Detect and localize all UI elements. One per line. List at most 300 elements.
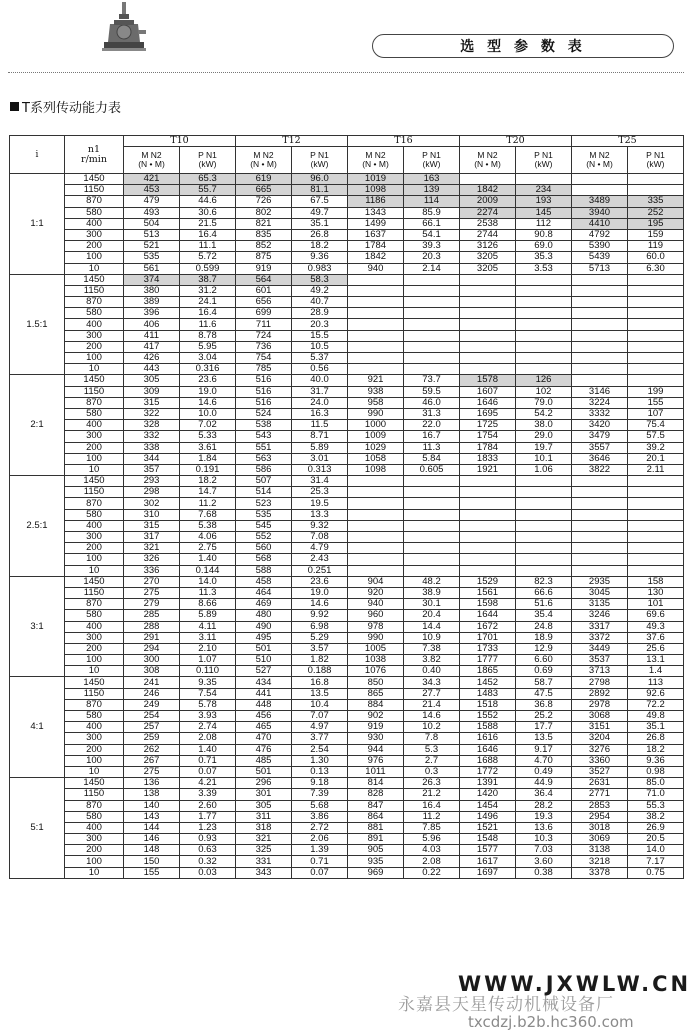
value-cell: 16.7 (404, 431, 460, 442)
value-cell: 10.2 (404, 722, 460, 733)
value-cell (404, 543, 460, 554)
speed-cell: 400 (65, 621, 124, 632)
value-cell (516, 565, 572, 576)
value-cell: 25.2 (516, 711, 572, 722)
ratio-cell: 5:1 (10, 778, 65, 879)
value-cell: 25.3 (292, 487, 348, 498)
value-cell: 0.3 (404, 766, 460, 777)
value-cell: 5.68 (292, 800, 348, 811)
value-cell: 0.605 (404, 464, 460, 475)
value-cell: 543 (236, 431, 292, 442)
value-cell (460, 274, 516, 285)
value-cell: 1561 (460, 587, 516, 598)
value-cell: 3.04 (180, 353, 236, 364)
value-cell: 7.39 (292, 789, 348, 800)
header-title-box (372, 34, 674, 58)
value-cell: 2978 (572, 699, 628, 710)
value-cell: 101 (628, 599, 684, 610)
value-cell: 21.2 (404, 789, 460, 800)
speed-cell: 100 (65, 755, 124, 766)
value-cell: 501 (236, 766, 292, 777)
value-cell: 146 (124, 834, 180, 845)
value-cell: 1011 (348, 766, 404, 777)
value-cell: 1343 (348, 207, 404, 218)
value-cell: 9.35 (180, 677, 236, 688)
value-cell: 919 (236, 263, 292, 274)
table-row (10, 498, 684, 509)
value-cell: 2.06 (292, 834, 348, 845)
value-cell: 10.4 (292, 699, 348, 710)
value-cell: 976 (348, 755, 404, 766)
speed-cell: 1150 (65, 587, 124, 598)
value-cell: 396 (124, 308, 180, 319)
value-cell: 26.9 (628, 822, 684, 833)
value-cell: 3.39 (180, 789, 236, 800)
value-cell: 1921 (460, 464, 516, 475)
speed-cell: 400 (65, 722, 124, 733)
value-cell: 821 (236, 218, 292, 229)
value-cell (628, 341, 684, 352)
value-cell (404, 308, 460, 319)
value-cell: 3246 (572, 610, 628, 621)
value-cell: 326 (124, 554, 180, 565)
table-row (10, 699, 684, 710)
value-cell: 479 (124, 196, 180, 207)
value-cell: 884 (348, 699, 404, 710)
speed-cell: 10 (65, 666, 124, 677)
value-cell: 59.5 (404, 386, 460, 397)
value-cell: 275 (124, 587, 180, 598)
table-row (10, 755, 684, 766)
value-cell: 3045 (572, 587, 628, 598)
value-cell (460, 297, 516, 308)
value-cell: 510 (236, 655, 292, 666)
value-cell (628, 520, 684, 531)
value-cell: 1454 (460, 800, 516, 811)
value-cell: 724 (236, 330, 292, 341)
value-cell (348, 543, 404, 554)
value-cell: 0.03 (180, 867, 236, 878)
value-cell: 1695 (460, 408, 516, 419)
value-cell: 344 (124, 453, 180, 464)
value-cell: 389 (124, 297, 180, 308)
value-cell: 285 (124, 610, 180, 621)
value-cell: 3557 (572, 442, 628, 453)
value-cell: 148 (124, 845, 180, 856)
value-cell: 309 (124, 386, 180, 397)
value-cell: 0.22 (404, 867, 460, 878)
value-cell: 3218 (572, 856, 628, 867)
speed-cell: 1150 (65, 487, 124, 498)
value-cell: 72.2 (628, 699, 684, 710)
speed-cell: 580 (65, 610, 124, 621)
speed-cell: 400 (65, 319, 124, 330)
speed-cell: 1450 (65, 576, 124, 587)
value-cell: 864 (348, 811, 404, 822)
subheader-unit: (kW) (310, 159, 329, 169)
value-cell (572, 554, 628, 565)
speed-cell: 10 (65, 867, 124, 878)
value-cell: 10.9 (404, 632, 460, 643)
value-cell: 921 (348, 375, 404, 386)
value-cell: 411 (124, 330, 180, 341)
value-cell: 19.3 (516, 811, 572, 822)
value-cell: 82.3 (516, 576, 572, 587)
value-cell: 130 (628, 587, 684, 598)
value-cell: 9.18 (292, 778, 348, 789)
value-cell: 1483 (460, 688, 516, 699)
value-cell: 1499 (348, 218, 404, 229)
value-cell: 13.5 (516, 733, 572, 744)
speed-cell: 10 (65, 364, 124, 375)
value-cell: 0.110 (180, 666, 236, 677)
value-cell (516, 330, 572, 341)
value-cell: 6.60 (516, 655, 572, 666)
value-cell: 3378 (572, 867, 628, 878)
table-row (10, 800, 684, 811)
speed-cell: 300 (65, 532, 124, 543)
value-cell: 0.98 (628, 766, 684, 777)
subheader-unit: (N • M) (474, 159, 501, 169)
value-cell (572, 565, 628, 576)
value-cell: 2.08 (404, 856, 460, 867)
value-cell: 24.1 (180, 297, 236, 308)
table-row (10, 576, 684, 587)
value-cell: 3224 (572, 397, 628, 408)
value-cell: 0.49 (516, 766, 572, 777)
speed-cell: 870 (65, 599, 124, 610)
value-cell: 495 (236, 632, 292, 643)
value-cell: 1.23 (180, 822, 236, 833)
speed-cell: 10 (65, 464, 124, 475)
value-cell: 3822 (572, 464, 628, 475)
value-cell: 1617 (460, 856, 516, 867)
value-cell: 3.61 (180, 442, 236, 453)
value-cell: 2892 (572, 688, 628, 699)
value-cell: 44.9 (516, 778, 572, 789)
table-row (10, 330, 684, 341)
value-cell: 944 (348, 744, 404, 755)
value-cell: 22.0 (404, 420, 460, 431)
value-cell (628, 308, 684, 319)
value-cell (572, 476, 628, 487)
value-cell: 328 (124, 420, 180, 431)
value-cell: 1646 (460, 744, 516, 755)
value-cell: 485 (236, 755, 292, 766)
value-cell: 552 (236, 532, 292, 543)
header-title: 选 型 参 数 表 (460, 39, 586, 55)
speed-cell: 580 (65, 711, 124, 722)
col-header-input-speed (65, 136, 124, 174)
value-cell: 940 (348, 599, 404, 610)
value-cell: 1784 (348, 241, 404, 252)
value-cell (628, 509, 684, 520)
table-row (10, 274, 684, 285)
value-cell: 3479 (572, 431, 628, 442)
value-cell (628, 174, 684, 185)
speed-cell: 200 (65, 341, 124, 352)
value-cell: 469 (236, 599, 292, 610)
value-cell: 21.4 (404, 699, 460, 710)
value-cell (516, 543, 572, 554)
value-cell: 3449 (572, 643, 628, 654)
speed-cell: 870 (65, 297, 124, 308)
value-cell: 18.2 (292, 241, 348, 252)
value-cell: 3317 (572, 621, 628, 632)
value-cell: 3646 (572, 453, 628, 464)
speed-cell: 580 (65, 408, 124, 419)
table-row (10, 554, 684, 565)
value-cell: 16.3 (292, 408, 348, 419)
speed-cell: 580 (65, 207, 124, 218)
speed-cell: 1450 (65, 778, 124, 789)
value-cell: 847 (348, 800, 404, 811)
value-cell (404, 341, 460, 352)
value-cell: 35.1 (292, 218, 348, 229)
value-cell: 1496 (460, 811, 516, 822)
value-cell: 34.3 (404, 677, 460, 688)
value-cell: 35.4 (516, 610, 572, 621)
model-header: T12 (236, 136, 348, 147)
value-cell: 3420 (572, 420, 628, 431)
value-cell: 19.7 (516, 442, 572, 453)
value-cell: 7.17 (628, 856, 684, 867)
value-cell (572, 308, 628, 319)
value-cell: 241 (124, 677, 180, 688)
value-cell: 535 (124, 252, 180, 263)
value-cell: 298 (124, 487, 180, 498)
value-cell: 0.07 (292, 867, 348, 878)
table-row (10, 711, 684, 722)
value-cell: 1688 (460, 755, 516, 766)
footer-url: txcdzj.b2b.hc360.com (468, 1013, 634, 1031)
value-cell: 5.29 (292, 632, 348, 643)
value-cell: 31.3 (404, 408, 460, 419)
value-cell (628, 319, 684, 330)
value-cell: 55.3 (628, 800, 684, 811)
value-cell: 1000 (348, 420, 404, 431)
value-cell: 257 (124, 722, 180, 733)
value-cell: 1.84 (180, 453, 236, 464)
value-cell: 4.79 (292, 543, 348, 554)
speed-cell: 1450 (65, 375, 124, 386)
value-cell: 46.0 (404, 397, 460, 408)
value-cell: 0.71 (292, 856, 348, 867)
value-cell (628, 274, 684, 285)
value-cell (460, 285, 516, 296)
value-cell: 11.2 (404, 811, 460, 822)
header-row-models (10, 136, 684, 147)
value-cell: 4.06 (180, 532, 236, 543)
value-cell (348, 565, 404, 576)
value-cell (404, 487, 460, 498)
ratio-cell: 1:1 (10, 174, 65, 275)
value-cell (460, 498, 516, 509)
speed-cell: 1150 (65, 386, 124, 397)
value-cell: 11.1 (180, 241, 236, 252)
value-cell: 4.03 (404, 845, 460, 856)
value-cell: 12.9 (516, 643, 572, 654)
value-cell (572, 375, 628, 386)
value-cell: 1588 (460, 722, 516, 733)
value-cell: 0.63 (180, 845, 236, 856)
table-row (10, 543, 684, 554)
value-cell: 144 (124, 822, 180, 833)
value-cell: 516 (236, 397, 292, 408)
value-cell: 38.0 (516, 420, 572, 431)
value-cell: 2274 (460, 207, 516, 218)
value-cell: 11.3 (180, 587, 236, 598)
value-cell: 1548 (460, 834, 516, 845)
value-cell: 1420 (460, 789, 516, 800)
value-cell: 4.97 (292, 722, 348, 733)
value-cell: 563 (236, 453, 292, 464)
value-cell: 564 (236, 274, 292, 285)
value-cell: 275 (124, 766, 180, 777)
value-cell (628, 532, 684, 543)
speed-cell: 870 (65, 196, 124, 207)
table-row (10, 285, 684, 296)
value-cell: 785 (236, 364, 292, 375)
value-cell (348, 476, 404, 487)
value-cell: 0.32 (180, 856, 236, 867)
model-header: T25 (572, 136, 684, 147)
subheader-torque (348, 147, 404, 174)
value-cell (460, 554, 516, 565)
value-cell: 317 (124, 532, 180, 543)
value-cell: 441 (236, 688, 292, 699)
value-cell: 524 (236, 408, 292, 419)
table-row (10, 845, 684, 856)
value-cell: 35.1 (628, 722, 684, 733)
value-cell: 336 (124, 565, 180, 576)
value-cell: 521 (124, 241, 180, 252)
value-cell (516, 476, 572, 487)
value-cell: 0.40 (404, 666, 460, 677)
value-cell (628, 554, 684, 565)
value-cell: 1.07 (180, 655, 236, 666)
value-cell: 18.9 (516, 632, 572, 643)
value-cell (460, 341, 516, 352)
value-cell: 3537 (572, 655, 628, 666)
value-cell: 1772 (460, 766, 516, 777)
footer (398, 990, 688, 1031)
value-cell: 5.38 (180, 520, 236, 531)
model-header: T16 (348, 136, 460, 147)
value-cell (348, 285, 404, 296)
speed-cell: 1150 (65, 789, 124, 800)
value-cell (572, 532, 628, 543)
section-heading (10, 97, 121, 116)
value-cell: 2631 (572, 778, 628, 789)
speed-cell: 1450 (65, 174, 124, 185)
value-cell: 3.11 (180, 632, 236, 643)
value-cell: 11.3 (404, 442, 460, 453)
value-cell: 5.33 (180, 431, 236, 442)
value-cell: 1733 (460, 643, 516, 654)
value-cell (348, 274, 404, 285)
value-cell (348, 297, 404, 308)
model-header: T20 (460, 136, 572, 147)
value-cell: 1005 (348, 643, 404, 654)
value-cell: 69.0 (516, 241, 572, 252)
value-cell: 112 (516, 218, 572, 229)
value-cell: 1644 (460, 610, 516, 621)
value-cell: 905 (348, 845, 404, 856)
value-cell: 49.2 (292, 285, 348, 296)
value-cell: 1784 (460, 442, 516, 453)
value-cell: 3.57 (292, 643, 348, 654)
value-cell (572, 174, 628, 185)
value-cell: 14.0 (628, 845, 684, 856)
table-row (10, 453, 684, 464)
value-cell (404, 498, 460, 509)
table-row (10, 308, 684, 319)
subheader-label: P N1 (198, 150, 217, 160)
value-cell: 9.36 (292, 252, 348, 263)
value-cell: 159 (628, 229, 684, 240)
value-cell: 7.8 (404, 733, 460, 744)
speed-cell: 1450 (65, 274, 124, 285)
value-cell (516, 353, 572, 364)
table-row (10, 565, 684, 576)
value-cell: 60.0 (628, 252, 684, 263)
subheader-label: M N2 (253, 150, 274, 160)
value-cell: 19.0 (292, 587, 348, 598)
value-cell: 321 (124, 543, 180, 554)
subheader-torque (124, 147, 180, 174)
subheader-torque (460, 147, 516, 174)
value-cell (404, 353, 460, 364)
value-cell: 516 (236, 375, 292, 386)
table-row (10, 218, 684, 229)
subheader-unit: (kW) (198, 159, 217, 169)
value-cell: 0.983 (292, 263, 348, 274)
value-cell: 288 (124, 621, 180, 632)
speed-cell: 200 (65, 643, 124, 654)
table-row (10, 856, 684, 867)
value-cell: 296 (236, 778, 292, 789)
value-cell: 294 (124, 643, 180, 654)
value-cell: 20.1 (628, 453, 684, 464)
value-cell (572, 543, 628, 554)
value-cell: 246 (124, 688, 180, 699)
value-cell: 40.0 (292, 375, 348, 386)
value-cell: 92.6 (628, 688, 684, 699)
value-cell (572, 319, 628, 330)
value-cell (516, 274, 572, 285)
value-cell (516, 532, 572, 543)
value-cell: 7.08 (292, 532, 348, 543)
table-row (10, 599, 684, 610)
value-cell: 2.11 (628, 464, 684, 475)
value-cell: 1725 (460, 420, 516, 431)
value-cell: 0.13 (292, 766, 348, 777)
value-cell: 0.56 (292, 364, 348, 375)
value-cell: 1529 (460, 576, 516, 587)
value-cell: 1038 (348, 655, 404, 666)
value-cell (572, 330, 628, 341)
value-cell: 47.5 (516, 688, 572, 699)
value-cell: 902 (348, 711, 404, 722)
table-body (10, 174, 684, 879)
value-cell: 0.69 (516, 666, 572, 677)
subheader-label: M N2 (365, 150, 386, 160)
value-cell: 19.5 (292, 498, 348, 509)
table-row (10, 867, 684, 878)
ratio-cell: 2.5:1 (10, 476, 65, 577)
value-cell: 3126 (460, 241, 516, 252)
